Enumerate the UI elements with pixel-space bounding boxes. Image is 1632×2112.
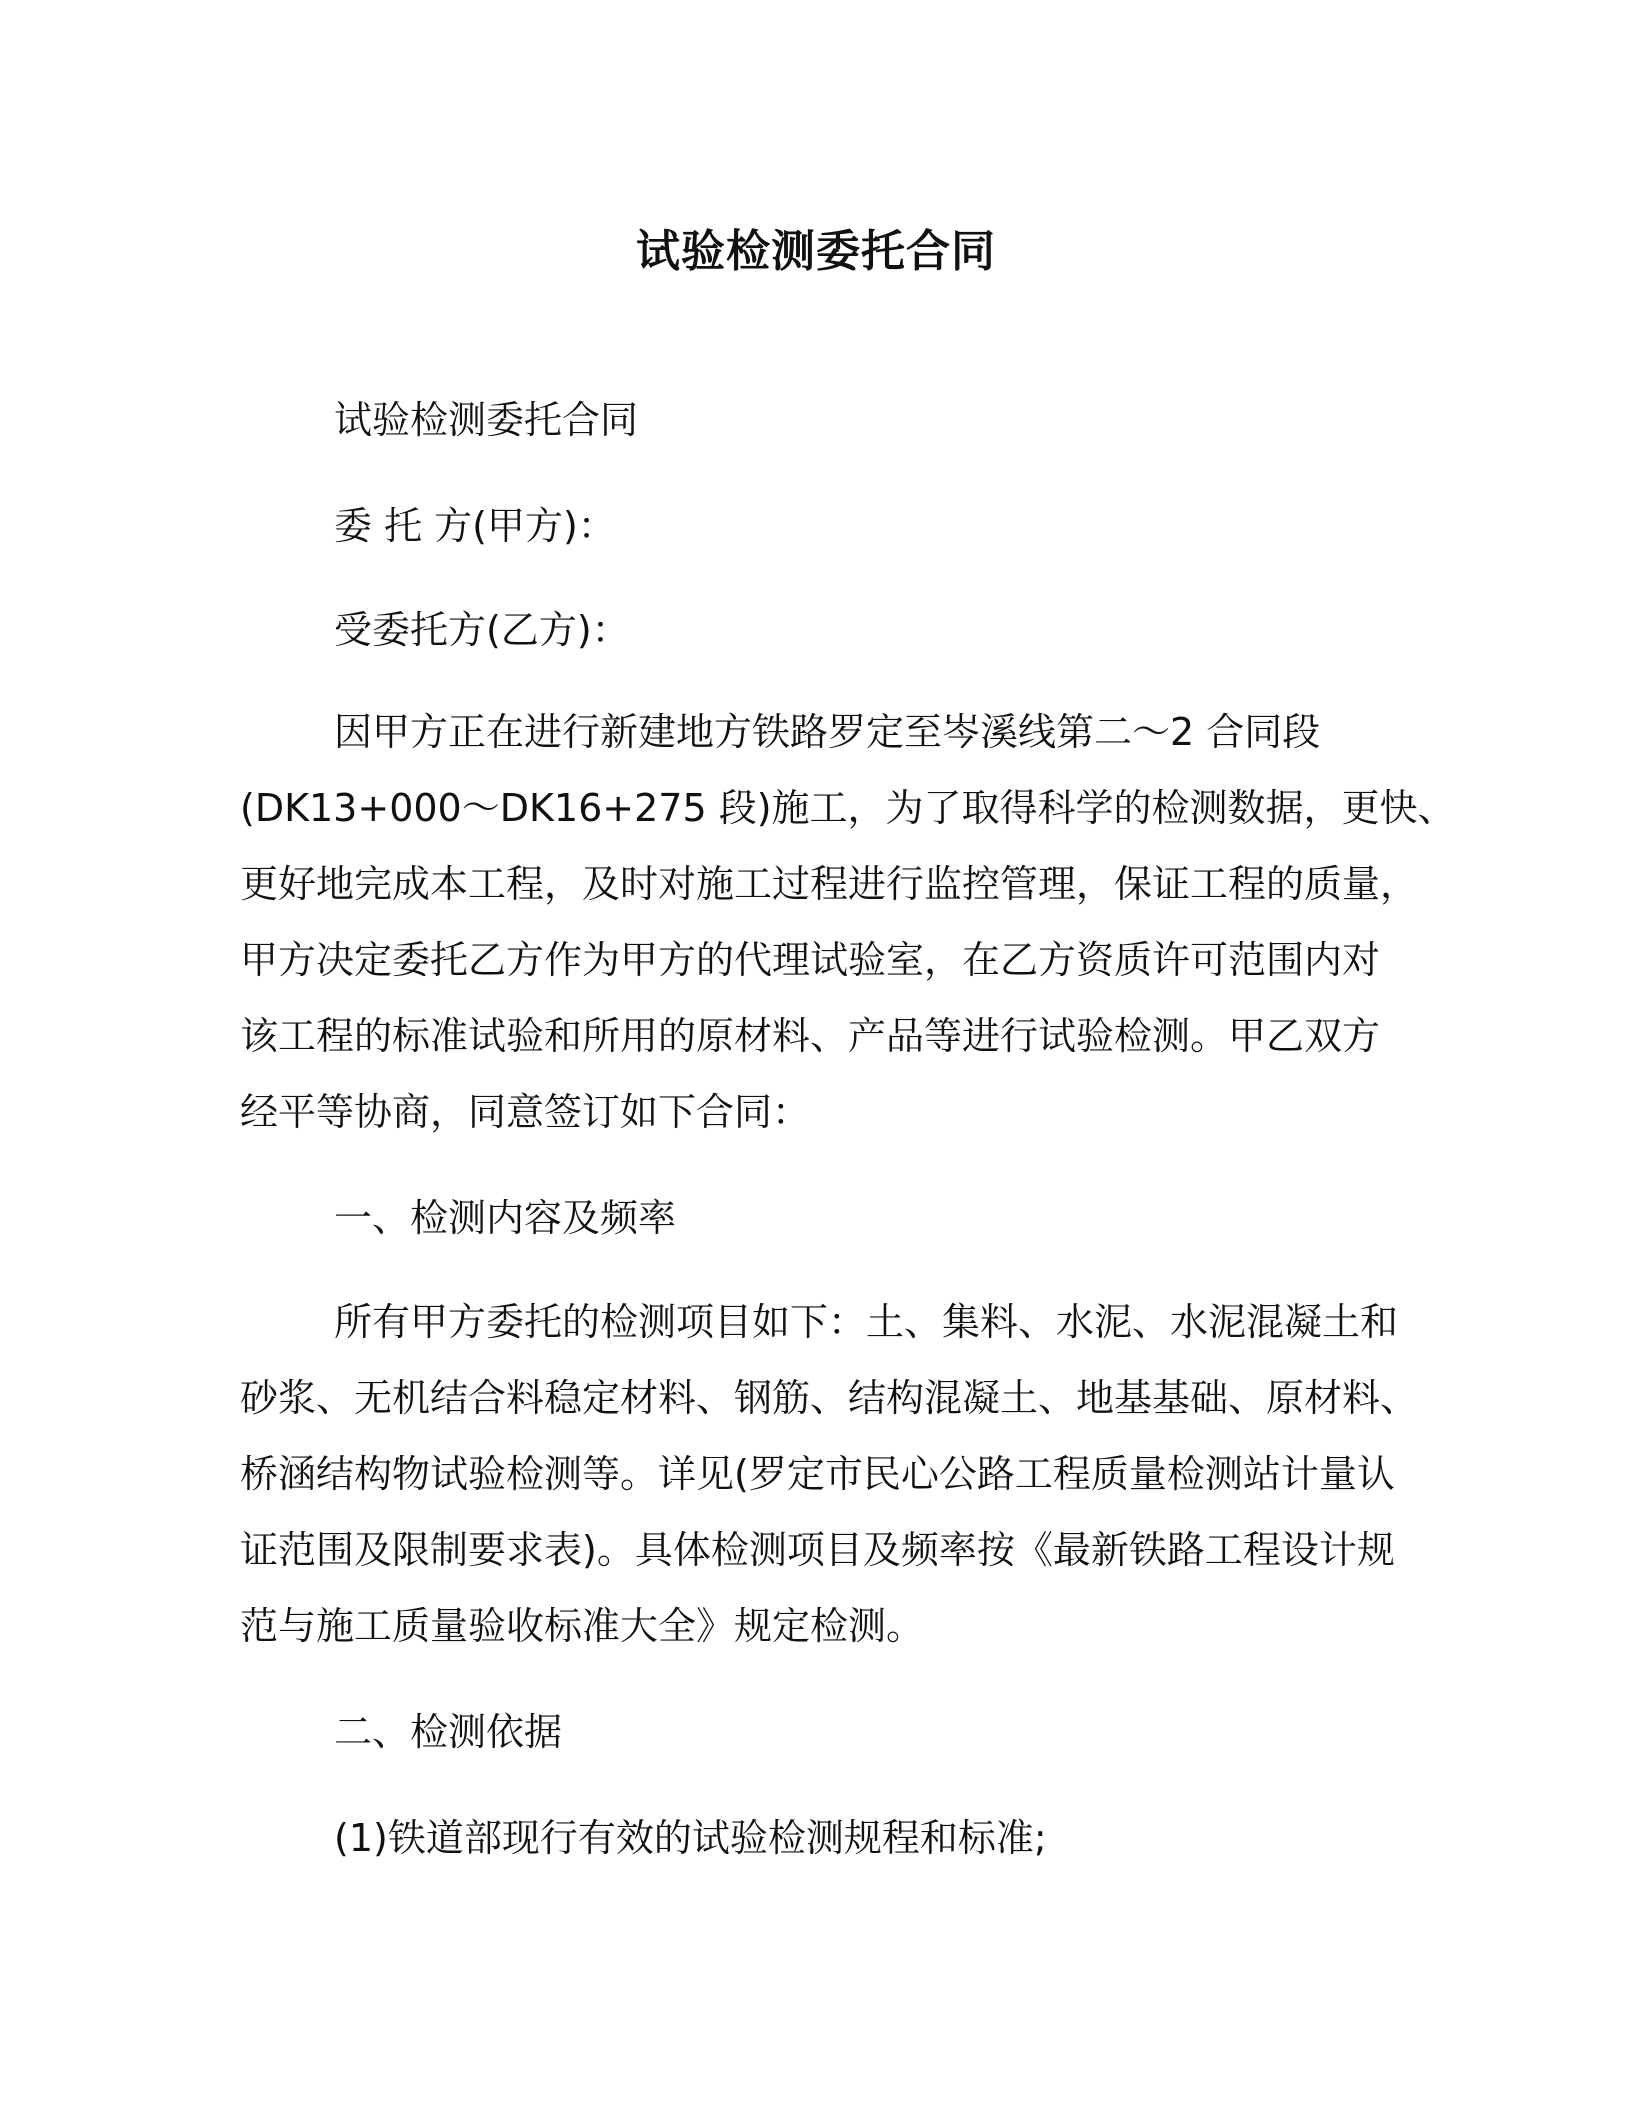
section2-item: (1)铁道部现行有效的试验检测规程和标准; — [334, 1816, 1047, 1860]
section1-paragraph-line: 砂浆、无机结合料稳定材料、钢筋、结构混凝土、地基基础、原材料、 — [240, 1376, 1419, 1420]
party-a-label: 委 托 方(甲方)： — [334, 504, 616, 548]
intro-paragraph-line: 更好地完成本工程，及时对施工过程进行监控管理，保证工程的质量， — [240, 862, 1419, 906]
section1-paragraph-line: 桥涵结构物试验检测等。详见(罗定市民心公路工程质量检测站计量认 — [240, 1452, 1395, 1496]
section1-heading: 一、检测内容及频率 — [334, 1196, 677, 1240]
section1-paragraph-line: 所有甲方委托的检测项目如下：土、集料、水泥、水泥混凝土和 — [334, 1300, 1399, 1344]
section1-paragraph-line: 范与施工质量验收标准大全》规定检测。 — [240, 1604, 925, 1648]
party-b-label: 受委托方(乙方)： — [334, 608, 630, 652]
intro-paragraph-line: (DK13+000～DK16+275 段)施工，为了取得科学的检测数据，更快、 — [240, 786, 1456, 830]
intro-paragraph-line: 经平等协商，同意签订如下合同： — [240, 1090, 811, 1134]
document-title: 试验检测委托合同 — [636, 226, 996, 277]
intro-paragraph-line: 因甲方正在进行新建地方铁路罗定至岑溪线第二～2 合同段 — [334, 710, 1321, 754]
intro-paragraph-line: 该工程的标准试验和所用的原材料、产品等进行试验检测。甲乙双方 — [240, 1014, 1381, 1058]
section2-heading: 二、检测依据 — [334, 1710, 563, 1754]
intro-paragraph-line: 甲方决定委托乙方作为甲方的代理试验室，在乙方资质许可范围内对 — [240, 938, 1381, 982]
section1-paragraph-line: 证范围及限制要求表)。具体检测项目及频率按《最新铁路工程设计规 — [240, 1528, 1395, 1572]
contract-subtitle: 试验检测委托合同 — [334, 398, 639, 442]
